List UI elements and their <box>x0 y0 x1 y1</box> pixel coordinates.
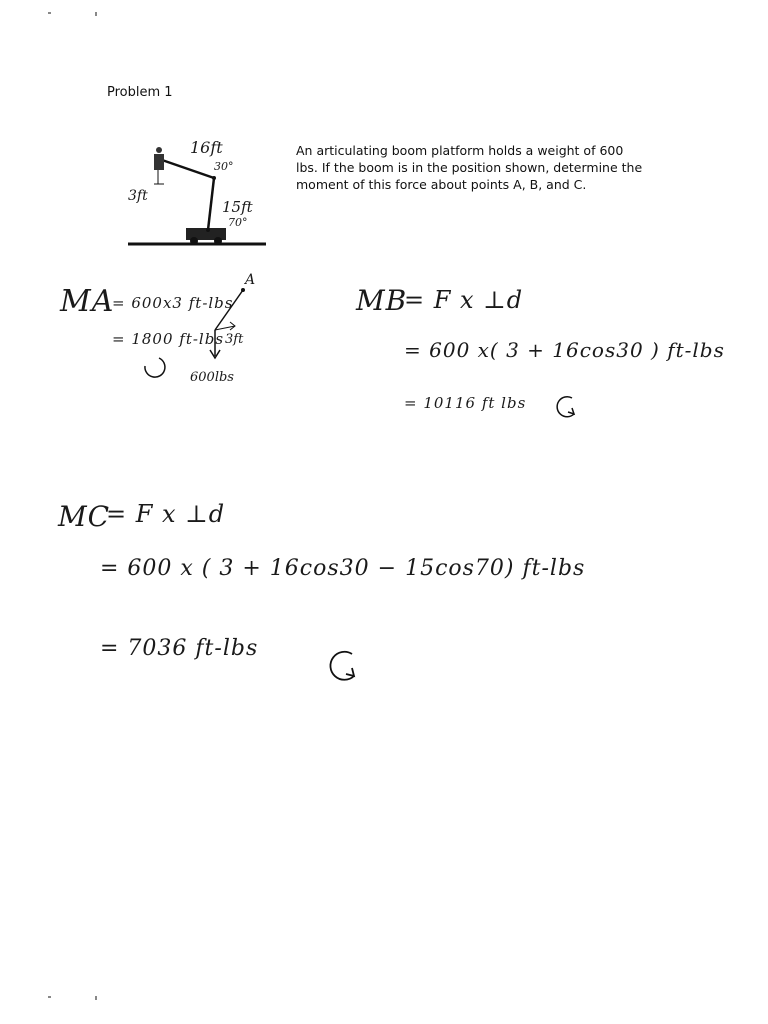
ma-diagram <box>190 270 275 390</box>
scan-speck <box>95 12 97 16</box>
mc-line-1: = F x ⊥d <box>106 500 226 528</box>
scan-speck <box>48 996 51 998</box>
ma-line-2: = 1800 ft-lbs <box>112 330 225 348</box>
mb-symbol: MB <box>356 284 408 317</box>
ma-symbol: MA <box>60 284 115 319</box>
problem-title: Problem 1 <box>107 85 173 100</box>
mc-moment-sense <box>324 646 364 686</box>
mc-line-2: = 600 x ( 3 + 16cos30 − 15cos70) ft-lbs <box>100 556 586 581</box>
statement-line-1: An articulating boom platform holds a weight of 600 <box>296 143 624 158</box>
mc-line-3: = 7036 ft-lbs <box>100 636 259 661</box>
mc-moment-sense-drawing <box>324 646 364 686</box>
fig-label-3ft: 3ft <box>128 188 148 204</box>
ma-dist-label: 3ft <box>225 332 244 347</box>
fig-label-70deg: 70° <box>228 216 248 229</box>
mc-symbol: MC <box>58 500 111 533</box>
mb-line-2: = 600 x( 3 + 16cos30 ) ft-lbs <box>404 338 725 362</box>
problem-statement <box>296 142 716 193</box>
mb-line-1: = F x ⊥d <box>404 286 524 314</box>
mb-line-3: = 10116 ft lbs <box>404 394 527 412</box>
mb-moment-sense <box>552 392 582 422</box>
fig-label-30deg: 30° <box>214 160 234 173</box>
mb-moment-sense-drawing <box>552 392 582 422</box>
scan-speck <box>48 12 51 14</box>
ma-force-label: 600lbs <box>190 370 234 385</box>
fig-label-16ft: 16ft <box>190 138 223 157</box>
ma-point-label: A <box>245 272 256 288</box>
statement-line-3: moment of this force about points A, B, and C. <box>296 177 587 192</box>
statement-line-2: lbs. If the boom is in the position shown, determine the <box>296 160 643 175</box>
ma-line-1: = 600x3 ft-lbs <box>112 294 234 312</box>
fig-label-15ft: 15ft <box>222 198 253 216</box>
boom-figure <box>128 140 268 250</box>
scan-speck <box>95 996 97 1000</box>
